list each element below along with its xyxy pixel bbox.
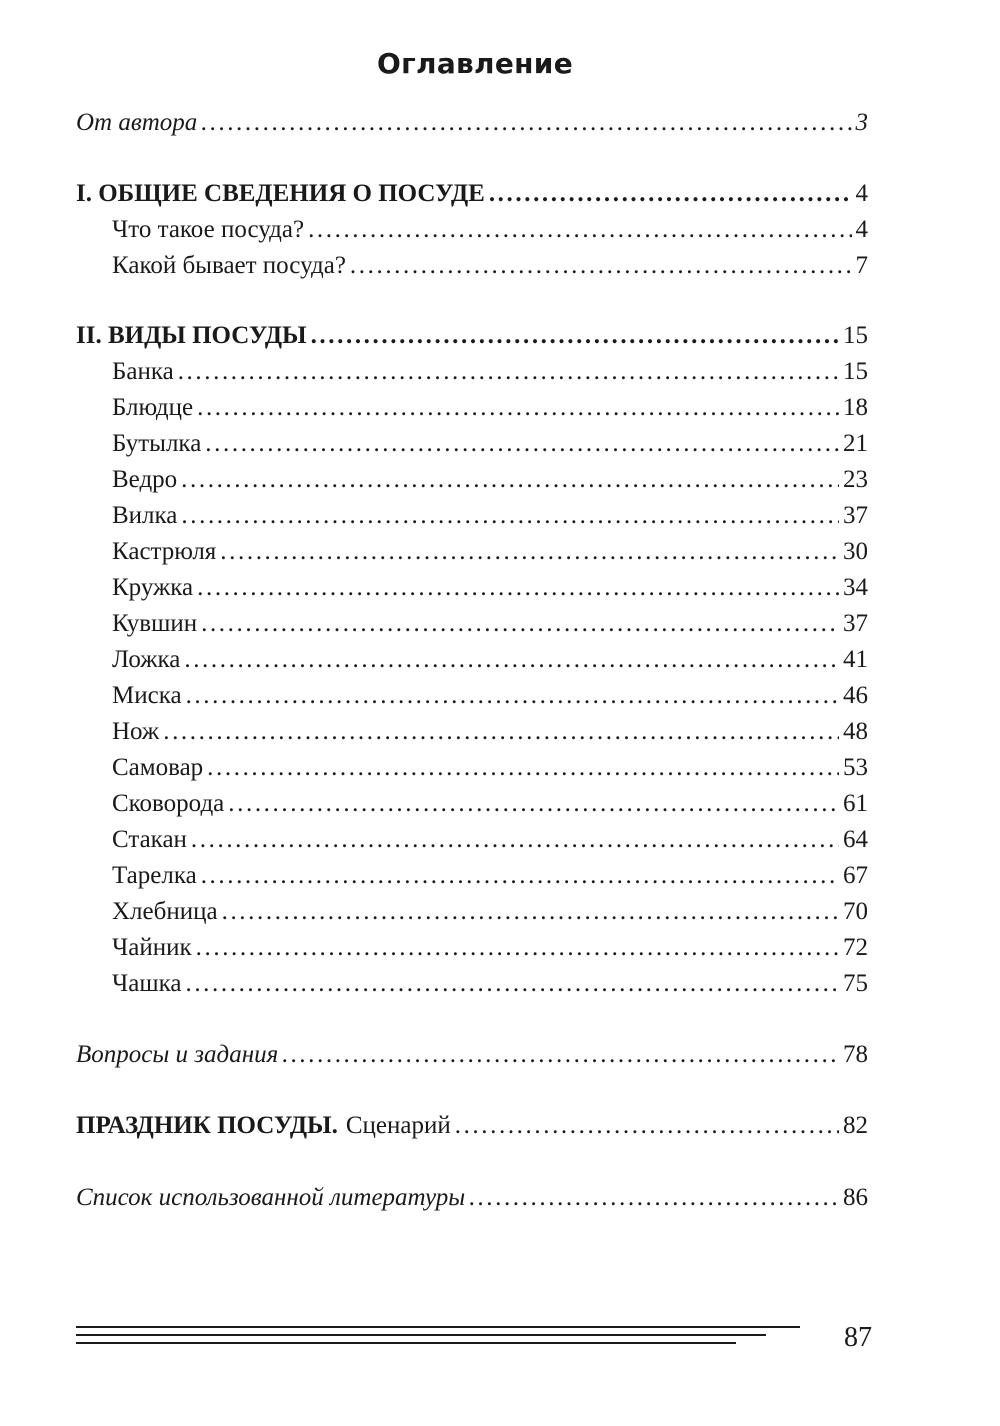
toc-entry[interactable] — [112, 251, 868, 281]
toc-entry-label: Бутылка — [112, 430, 202, 457]
toc-entry-label: Миска — [112, 682, 182, 709]
dot-leader — [197, 573, 839, 603]
toc-entry-page: 34 — [843, 574, 868, 601]
toc-entry[interactable] — [112, 645, 868, 675]
toc-entry-page: 70 — [843, 898, 868, 925]
toc-entry-label: Ложка — [112, 646, 181, 673]
toc-entry[interactable] — [112, 465, 868, 495]
toc-entry[interactable] — [112, 215, 868, 245]
toc-entry-label: Хлебница — [112, 898, 218, 925]
dot-leader — [185, 969, 839, 999]
dot-leader — [205, 429, 839, 459]
toc-entry-page: 82 — [843, 1112, 868, 1139]
toc-entry-label: Кувшин — [112, 610, 198, 637]
dot-leader — [282, 1040, 839, 1070]
toc-entry-page: 23 — [843, 466, 868, 493]
toc-entry-questions[interactable] — [76, 1040, 868, 1070]
toc-entry[interactable] — [112, 573, 868, 603]
toc-entry-page: 37 — [843, 610, 868, 637]
dot-leader — [178, 357, 839, 387]
toc-section-page: 15 — [843, 322, 868, 349]
toc-entry-page: 64 — [843, 826, 868, 853]
toc-section-general[interactable] — [76, 179, 868, 209]
toc-entry-subtitle: Сценарий — [345, 1112, 451, 1139]
dot-leader — [184, 645, 839, 675]
toc-entry-label: Вопросы и задания — [76, 1041, 279, 1068]
dot-leader — [201, 861, 839, 891]
toc-entry[interactable] — [112, 717, 868, 747]
toc-entry-label: Стакан — [112, 826, 187, 853]
toc-entry[interactable] — [112, 897, 868, 927]
toc-entry-label: ПРАЗДНИК ПОСУДЫ. — [76, 1112, 338, 1139]
toc-entry[interactable] — [112, 789, 868, 819]
toc-entry-page: 4 — [855, 216, 868, 243]
dot-leader — [181, 465, 839, 495]
dot-leader — [308, 215, 851, 245]
dot-leader — [455, 1111, 839, 1141]
dot-leader — [196, 933, 839, 963]
dot-leader — [191, 825, 839, 855]
toc-entry-label: Сковорода — [112, 790, 225, 817]
toc-entry-author-note[interactable] — [76, 108, 868, 138]
toc-entry[interactable] — [112, 501, 868, 531]
toc-entry-page: 30 — [843, 538, 868, 565]
toc-entry-page: 18 — [843, 394, 868, 421]
toc-entry-page: 78 — [843, 1041, 868, 1068]
toc-entry-label: Самовар — [112, 754, 204, 781]
toc-entry-label: Нож — [112, 718, 160, 745]
toc-entry[interactable] — [112, 537, 868, 567]
toc-entry-bibliography[interactable] — [76, 1183, 868, 1213]
toc-entry-page: 46 — [843, 682, 868, 709]
dot-leader — [186, 681, 839, 711]
toc-entry-label: От автора — [76, 109, 198, 136]
toc-entry[interactable] — [112, 609, 868, 639]
toc-entry-page: 41 — [843, 646, 868, 673]
toc-entry[interactable] — [112, 861, 868, 891]
toc-entry-page: 37 — [843, 502, 868, 529]
toc-entry-page: 3 — [855, 109, 868, 136]
footer-rules — [76, 1326, 876, 1356]
dot-leader — [201, 108, 851, 138]
toc-entry-page: 21 — [843, 430, 868, 457]
toc-entry[interactable] — [112, 933, 868, 963]
toc-section-page: 4 — [855, 180, 868, 207]
toc-entry-label: Что такое посуда? — [112, 216, 305, 243]
toc-entry[interactable] — [112, 681, 868, 711]
toc-entry-label: Тарелка — [112, 862, 197, 889]
dot-leader — [222, 897, 839, 927]
dot-leader — [207, 753, 839, 783]
toc-entry[interactable] — [112, 393, 868, 423]
toc-entry-label: Блюдце — [112, 394, 194, 421]
toc-entry[interactable] — [112, 753, 868, 783]
footer-rule — [76, 1326, 800, 1328]
dot-leader — [181, 501, 839, 531]
toc-entry-page: 72 — [843, 934, 868, 961]
toc-entry-page: 86 — [843, 1184, 868, 1211]
dot-leader — [201, 609, 839, 639]
toc-entry-label: Какой бывает посуда? — [112, 252, 346, 279]
toc-entry-page: 7 — [855, 252, 868, 279]
toc-entry-page: 15 — [843, 358, 868, 385]
toc-section-label: I. ОБЩИЕ СВЕДЕНИЯ О ПОСУДЕ — [76, 180, 485, 207]
toc-entry[interactable] — [112, 429, 868, 459]
toc-entry-label: Чайник — [112, 934, 192, 961]
page-number: 87 — [844, 1322, 872, 1353]
dot-leader — [197, 393, 839, 423]
toc-entry-page: 53 — [843, 754, 868, 781]
toc-entry-label: Ведро — [112, 466, 178, 493]
toc-entry-label: Чашка — [112, 970, 182, 997]
dot-leader — [469, 1183, 839, 1213]
toc-entry-holiday[interactable] — [76, 1111, 868, 1141]
toc-entry-page: 48 — [843, 718, 868, 745]
toc-entry-page: 75 — [843, 970, 868, 997]
toc-entry[interactable] — [112, 825, 868, 855]
dot-leader — [489, 179, 852, 209]
dot-leader — [163, 717, 839, 747]
toc-entry-page: 67 — [843, 862, 868, 889]
toc-entry-label: Вилка — [112, 502, 178, 529]
page-title: Оглавление — [376, 47, 573, 80]
toc-entry[interactable] — [112, 969, 868, 999]
footer-rule — [76, 1334, 766, 1336]
toc-entry-label: Кастрюля — [112, 538, 217, 565]
toc-entry-label: Кружка — [112, 574, 194, 601]
toc-section-label: II. ВИДЫ ПОСУДЫ — [76, 322, 307, 349]
toc-entry-label: Банка — [112, 358, 174, 385]
toc-entry-page: 61 — [843, 790, 868, 817]
dot-leader — [228, 789, 839, 819]
toc-section-types[interactable] — [76, 321, 868, 351]
dot-leader — [220, 537, 839, 567]
dot-leader — [311, 321, 839, 351]
toc-entry-label: Список использованной литературы — [76, 1184, 466, 1211]
footer-rule — [76, 1342, 736, 1344]
toc-entry[interactable] — [112, 357, 868, 387]
dot-leader — [350, 251, 852, 281]
